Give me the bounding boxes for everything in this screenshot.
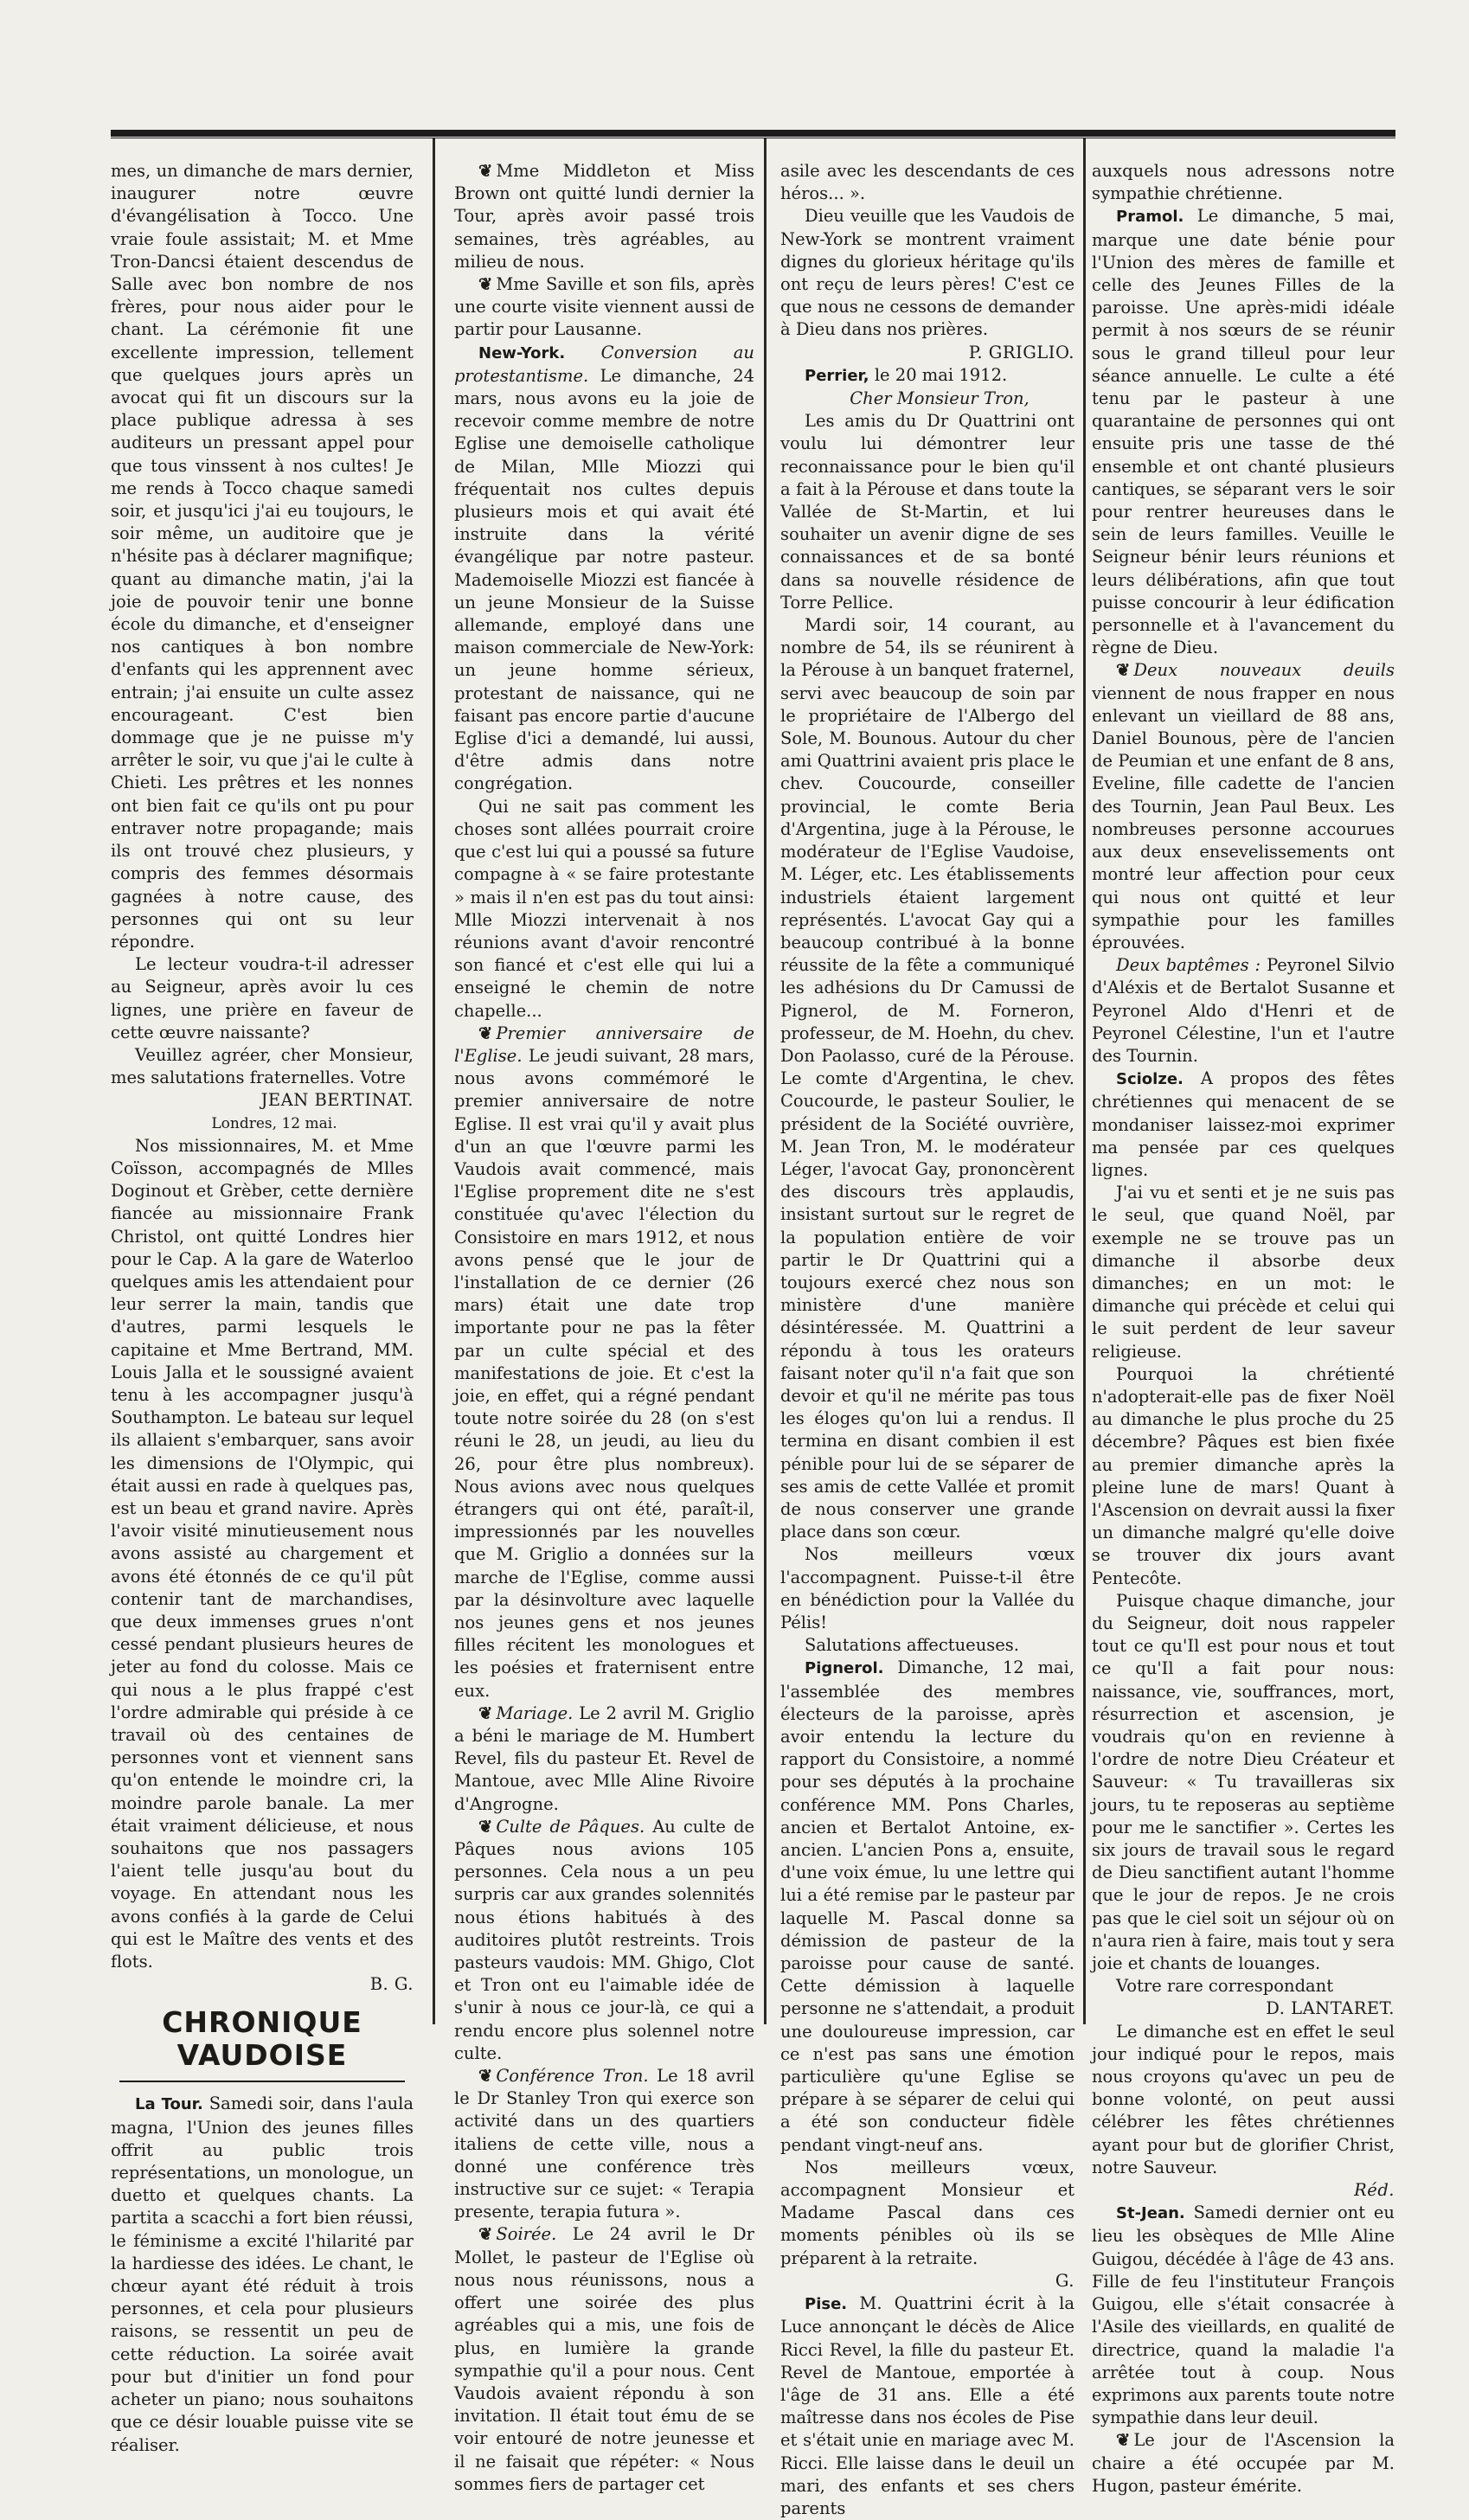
column-2 (454, 160, 755, 2494)
signature: Réd. (1354, 2180, 1395, 2201)
article-title: Culte de Pâques. (496, 1816, 645, 1837)
place-name: New-York. (478, 343, 566, 362)
signature: P. GRIGLIO. (968, 342, 1074, 362)
paragraph: Le dimanche est en effet le seul jour indiqué pour le repos, mais nous croyons qu'avec un peu de bonne volonté, on peut aussi célébrer les fêtes chrétiennes ayant pour but de glorifier Christ, notre Sauveur. (1092, 2021, 1395, 2177)
section-heading: CHRONIQUE VAUDOISE (162, 2005, 362, 2073)
place-name: Pise. (805, 2295, 848, 2314)
place-name: Pignerol. (805, 1659, 884, 1678)
signature: D. LANTARET. (1266, 1998, 1395, 2019)
place-name: Perrier, (805, 366, 869, 385)
paragraph (454, 342, 754, 796)
paragraph-text: A propos des fêtes chrétiennes qui menacent de se mondaniser laissez-moi exprimer ma pensée par ces quelques lignes. (1092, 1068, 1395, 1180)
article-title: Deux nouveaux deuils (1133, 660, 1395, 681)
section-rule (119, 2081, 405, 2082)
signature: JEAN BERTINAT. (260, 1090, 414, 1111)
paragraph-text: Au culte de Pâques nous avions 105 personnes. Cela nous a un peu surpris car aux grandes solennités nous étions habitués à des auditoires plutôt restreints. Trois pasteurs vaudois: MM. Ghigo, Clot et Tron ont eu l'aimable idée de s'unir à nous ce jour-là, ce qui a rendu encore plus solennel notre culte. (454, 1816, 755, 2063)
paragraph-text: Le 24 avril le Dr Mollet, le pasteur de l'Eglise où nous nous réunissons, nous a offert une soirée des plus agréables qui a mis, une fois de plus, en lumière la grande sympathie qu'il a pour nous. Cent Vaudois avaient répondu à son invitation. Il était tout ému de se voir entouré de notre jeunesse et il ne faisait que répéter: « Nous sommes fiers de partager cet (454, 2224, 754, 2494)
column-1 (111, 160, 414, 2455)
paragraph: Mardi soir, 14 courant, au nombre de 54, ils se réunirent à la Pérouse à un banquet fraternel, servi avec beaucoup de soin par le propriétaire de l'Albergo del Sole, M. Bounous. Autour du cher ami Quattrini avaient pris place le chev. Coucourde, conseiller provincial, le comte Beria d'Argentina, juge à la Pérouse, le modérateur de l'Eglise Vaudoise, M. Léger, etc. Les établissements industriels étaient largement représentés. L'avocat Gay qui a beaucoup contribué à la bonne réussite de la fête a communiqué les adhésions du Dr Camussi de Pignerol, de M. Forneron, professeur, de M. Hoehn, du chev. Don Paolasso, curé de la Pérouse. Le comte d'Argentina, le chev. Coucourde, le pasteur Soulier, le président de la Société ouvrière, M. Jean Tron, M. le modérateur Léger, l'avocat Gay, prononcèrent des discours très applaudis, insistant surtout sur le regret de la population entière de voir partir le Dr Quattrini qui a toujours exercé chez nous son ministère d'une manière désintéressée. M. Quattrini a répondu à tous les orateurs faisant noter qu'il n'a fait que son devoir et qu'il ne mérite pas tous les éloges qu'on lui a rendus. Il termina en disant combien il est pénible pour lui de se séparer de ses amis de cette Vallée et promit de nous conserver une grande place dans son cœur. (780, 615, 1074, 1542)
ornament-icon: ❦ (478, 2224, 493, 2245)
paragraph-text: Peyronel Silvio d'Aléxis et de Bertalot Susanne et Peyronel Aldo d'Henri et de Peyronel Célestine, l'un et l'autre des Tournin. (1092, 955, 1395, 1066)
paragraph-text: Le jeudi suivant, 28 mars, nous avons commémoré le premier anniversaire de notre Eglise. Il est vrai qu'il y avait plus d'un an que l'œuvre parmi les Vaudois avait commencé, mais l'Eglise proprement dite ne s'est constituée qu'avec l'élection du Consistoire en mars 1912, et nous avons pensé que le jour de l'installation de ce dernier (26 mars) était une date trop importante pour ne pas la fêter par un culte spécial et des manifestations de joie. Et c'est la joie, en effet, qui a régné pendant toute notre soirée du 28 (on s'est réuni le 28, un jeudi, au lieu du 26, pour être plus nombreux). Nous avions avec nous quelques étrangers qui ont été, paraît-il, impressionnés par les nouvelles que M. Griglio a données sur la marche de l'Eglise, comme aussi par la désinvolture avec laquelle nos jeunes gens et nos jeunes filles récitent les monologues et les poésies et fraternisent entre eux. (454, 1045, 754, 1701)
paragraph: mes, un dimanche de mars dernier, inaugurer notre œuvre d'évangélisation à Tocco. Une vraie foule assistait; M. et Mme Tron-Dancsi étaient descendus de Salle avec bon nombre de nos frères, pour nous aider pour le chant. La cérémonie fit une excellente impression, tellement que quelques jours après un avocat qui fit un discours sur la place publique adressa à ses auditeurs un pressant appel pour que tous vinssent à nos cultes! Je me rends à Tocco chaque samedi soir, et jusqu'ici j'ai eu toujours, le soir même, un auditoire que je n'hésite pas à déclarer magnifique; quant au dimanche matin, j'ai la joie de pouvoir tenir une bonne école du dimanche, et d'enseigner nos cantiques à bon nombre d'enfants qui les apprennent avec entrain; j'ai ensuite un culte assez encourageant. C'est bien dommage que je ne puisse m'y arrêter le soir, vu que j'ai le culte à Chieti. Les prêtres et les nonnes ont bien fait ce qu'ils ont pu pour entraver notre propagande; mais ils ont trouvé chez plusieurs, y compris des femmes désormais gagnées à notre cause, des personnes qui ont su leur répondre. (111, 161, 414, 952)
paragraph (1092, 954, 1395, 1068)
salutation: Cher Monsieur Tron, (850, 388, 1030, 409)
paragraph-text: viennent de nous frapper en nous enlevant un vieillard de 88 ans, Daniel Bounous, père de l'ancien de Peumian et une enfant de 8 ans, Eveline, fille cadette de l'ancien des Tournin, Jean Paul Beux. Les nombreuses personne accourues aux deux ensevelissements ont montré leur affection pour ceux qui nous ont quitté et leur sympathie pour les familles éprouvées. (1092, 683, 1395, 952)
paragraph: Nos meilleurs vœux l'accompagnent. Puisse-t-il être en bénédiction pour la Vallée du Pélis! (780, 1544, 1074, 1632)
dateline: Londres, 12 mai. (211, 1114, 337, 1132)
paragraph: Veuillez agréer, cher Monsieur, mes salutations fraternelles. Votre (111, 1044, 414, 1088)
paragraph (1092, 2202, 1395, 2429)
ornament-icon: ❦ (478, 1702, 493, 1723)
paragraph-text: Le 18 avril le Dr Stanley Tron qui exerce son activité dans un des quartiers italiens de cette ville, nous a donné une conférence très instructive sur ce sujet: « Terapia presente, terapia futura ». (454, 2066, 755, 2222)
ornament-icon: ❦ (1116, 660, 1131, 681)
signature: B. G. (369, 1974, 414, 1995)
paragraph-text: Dimanche, 12 mai, l'assemblée des membres électeurs de la paroisse, après avoir entendu la lecture du rapport du Consistoire, a nommé pour ses députés à la prochaine conférence MM. Pons Charles, ancien et Bertalot Antoine, ex-ancien. L'ancien Pons a, ensuite, d'une voix émue, lu une lettre qui lui a été remise par le pasteur par laquelle M. Pascal donne sa démission de pasteur de la paroisse pour cause de santé. Cette démission à laquelle personne ne s'attendait, a produit une douloureuse impression, car ce n'est pas sans une émotion particulière qu'une Eglise se prépare à se séparer de celui qui a été son conducteur fidèle pendant vingt-neuf ans. (780, 1658, 1074, 2155)
paragraph: Le lecteur voudra-t-il adresser au Seigneur, après avoir lu ces lignes, une prière en faveur de cette œuvre naissante? (111, 954, 414, 1042)
article-title: Conférence Tron. (496, 2066, 649, 2087)
paragraph-text: Le dimanche, 5 mai, marque une date bénie pour l'Union des mères de famille et celle des Jeunes Filles de la paroisse. Une après-midi idéale permit à nos sœurs de se réunir sous le grand tilleul pour leur séance annuelle. Le culte a été tenu par le pasteur à une quarantaine de personnes qui ont ensuite pris une tasse de thé ensemble et ont chanté plusieurs cantiques, se séparant vers le soir pour rentrer heureuses dans le sein de leurs familles. Veuille le Seigneur bénir leurs réunions et leurs délibérations, afin que tout puisse concourir à leur édification personnelle et à l'avancement du règne de Dieu. (1092, 206, 1395, 658)
paragraph (454, 2223, 754, 2495)
paragraph (111, 2093, 414, 2456)
top-rule (111, 130, 1395, 137)
ornament-icon: ❦ (478, 1023, 493, 1043)
ornament-icon: ❦ (478, 2066, 493, 2087)
paragraph (1092, 2429, 1395, 2498)
paragraph (780, 1657, 1074, 2156)
paragraph-text: Le 2 avril M. Griglio a béni le mariage de M. Humbert Revel, fils du pasteur Et. Revel de Mantoue, avec Mlle Aline Rivoire d'Angrogne. (454, 1702, 755, 1814)
paragraph (1092, 1068, 1395, 1182)
article-title: Premier anniversaire de l'Eglise. (454, 1023, 754, 1066)
paragraph: Nos meilleurs vœux, accompagnent Monsieur et Madame Pascal dans ces moments pénibles où ils se préparent à la retraite. (780, 2157, 1074, 2268)
dateline: le 20 mai 1912. (874, 364, 1008, 385)
article-title: Mariage. (496, 1702, 574, 1723)
place-name: Sciolze. (1116, 1070, 1184, 1089)
paragraph-text: Mme Middleton et Miss Brown ont quitté lundi dernier la Tour, après avoir passé trois semaines, très agréables, au milieu de nous. (454, 161, 754, 272)
paragraph (454, 160, 754, 273)
paragraph-text: M. Quattrini écrit à la Luce annonçant le décès de Alice Ricci Revel, la fille du pasteur Et. Revel de Mantoue, emportée à l'âge de 31 ans. Elle a été maîtresse dans nos écoles de Pise et s'était unie en mariage avec M. Ricci. Elle laisse dans le deuil un mari, des enfants et ses chers parents (780, 2293, 1074, 2518)
paragraph-text: Samedi soir, dans l'aula magna, l'Union des jeunes filles offrit au public trois représentations, un monologue, un duetto et quelques chants. La partita a scacchi a fort bien réussi, le féminisme a excité l'hilarité par la hardiesse des idées. Le chant, le chœur ayant été réduit à trois personnes, et cela pour plusieurs raisons, se ressentit un peu de cette réduction. La soirée avait pour but d'initier un fond pour acheter un piano; nous souhaitons que ce désir louable puisse vite se réaliser. (111, 2094, 414, 2455)
paragraph-text: Mme Saville et son fils, après une courte visite viennent aussi de partir pour Lausanne. (454, 274, 754, 340)
article-title: Deux baptêmes : (1116, 955, 1261, 976)
paragraph: auxquels nous adressons notre sympathie chrétienne. (1092, 161, 1395, 204)
paragraph: Votre rare correspondant (1116, 1976, 1334, 1997)
paragraph (454, 1023, 754, 1702)
column-divider (433, 138, 435, 2024)
place-name: La Tour. (135, 2095, 203, 2114)
paragraph (454, 1816, 754, 2065)
paragraph-text: Le jour de l'Ascension la chaire a été occupée par M. Hugon, pasteur émérite. (1092, 2430, 1395, 2496)
place-name: St-Jean. (1116, 2204, 1185, 2223)
paragraph: Puisque chaque dimanche, jour du Seigneur, doit nous rappeler tout ce qu'Il est pour nous et tout ce qu'Il a fait pour nous: naissance, vie, souffrances, mort, résurrection et ascension, je voudrais qu'on en revienne à l'ordre de notre Dieu Créateur et Sauveur: « Tu travailleras six jours, tu te reposeras au septième pour me le sanctifier ». Certes les six jours de travail sous le regard de Dieu sanctifient autant l'homme que le jour de repos. Je ne crois pas que le ciel soit un séjour où on n'aura rien à faire, mais tout y sera joie et chants de louanges. (1092, 1590, 1395, 1974)
paragraph (780, 2292, 1074, 2520)
column-3 (780, 160, 1074, 2518)
place-name: Pramol. (1116, 208, 1184, 227)
ornament-icon: ❦ (1116, 2430, 1131, 2451)
paragraph (1092, 659, 1395, 954)
paragraph-text: Samedi dernier ont eu lieu les obsèques de Mlle Aline Guigou, décédée à l'âge de 43 ans. Fille de feu l'instituteur François Guigou, elle s'était consacrée à l'Asile des vieillards, en qualité de directrice, quand la maladie l'a arrêtée tout à coup. Nous exprimons aux parents toute notre sympathie dans leur deuil. (1092, 2203, 1395, 2428)
paragraph: Dieu veuille que les Vaudois de New-York se montrent vraiment dignes du glorieux héritage qu'ils ont reçu de leurs pères! C'est ce que nous ne cessons de demander à Dieu dans nos prières. (780, 206, 1074, 340)
ornament-icon: ❦ (478, 1816, 493, 1837)
paragraph (780, 364, 1074, 388)
paragraph: Salutations affectueuses. (805, 1635, 1020, 1656)
paragraph: Pourquoi la chrétienté n'adopterait-elle pas de fixer Noël au dimanche le plus proche du 25 décembre? Pâques est bien fixée au premier dimanche après la pleine lune de mars! Quant à l'Ascension on devrait aussi la fixer un dimanche malgré qu'elle doive se trouver dix jours avant Pentecôte. (1092, 1363, 1395, 1588)
paragraph (454, 2065, 754, 2223)
paragraph: asile avec les descendants de ces héros... ». (780, 161, 1074, 204)
column-divider (764, 138, 767, 2024)
paragraph (454, 1702, 754, 1816)
ornament-icon: ❦ (478, 161, 493, 181)
paragraph (1092, 205, 1395, 659)
column-4 (1092, 160, 1395, 2496)
paragraph: Nos missionnaires, M. et Mme Coïsson, accompagnés de Mlles Doginout et Grèber, cette dernière fiancée au missionnaire Frank Christol, ont quitté Londres hier pour le Cap. A la gare de Waterloo quelques amis les attendaient pour leur serrer la main, tandis que d'autres, parmi lesquels le capitaine et Mme Bertrand, MM. Louis Jalla et le soussigné avaient tenu à les accompagner jusqu'à Southampton. Le bateau sur lequel ils allaient s'embarquer, sans avoir les dimensions de l'Olympic, qui était aussi en rade à quelques pas, est un beau et grand navire. Après l'avoir visité minutieusement nous avons assisté au chargement et avons été étonnés de ce qu'il pût contenir tant de marchandises, que deux immenses grues n'ont cessé pendant plusieurs heures de jeter au fond du colosse. Mais ce qui nous a le plus frappé c'est l'ordre admirable qui préside à ce travail où des centaines de personnes vont et viennent sans qu'on entende le moindre cri, la moindre parole banale. La mer était vraiment délicieuse, et nous souhaitons que nos passagers l'aient telle jusqu'au bout du voyage. En attendant nous les avons confiés à la garde de Celui qui est le Maître des vents et des flots. (111, 1135, 414, 1972)
paragraph: Qui ne sait pas comment les choses sont allées pourrait croire que c'est lui qui a poussé sa future compagne à « se faire protestante » mais il n'en est pas du tout ainsi: Mlle Miozzi intervenait à nos réunions avant d'avoir rencontré son fiancé et c'est elle qui lui a enseigné le chemin de notre chapelle... (454, 796, 754, 1021)
paragraph (454, 273, 754, 342)
article-title: Conversion au protestantisme. (454, 342, 754, 386)
paragraph: J'ai vu et senti et je ne suis pas le seul, que quand Noël, par exemple ne se trouve pas un dimanche il absorbe deux dimanches; en un mot: le dimanche qui précède et celui qui le suit perdent de leur saveur religieuse. (1092, 1183, 1395, 1362)
ornament-icon: ❦ (478, 274, 493, 295)
article-title: Soirée. (496, 2224, 557, 2245)
paragraph-text: Le dimanche, 24 mars, nous avons eu la joie de recevoir comme membre de notre Eglise une demoiselle catholique de Milan, Mlle Miozzi qui fréquentait nos cultes depuis plusieurs mois et qui avait été instruite dans la vérité évangélique par notre pasteur. Mademoiselle Miozzi est fiancée à un jeune Monsieur de la Suisse allemande, employé dans une maison commerciale de New-York: un jeune homme sérieux, protestant de naissance, qui ne faisant pas encore partie d'aucune Eglise d'ici a demandé, lui aussi, d'être admis dans notre congrégation. (454, 365, 755, 794)
signature: G. (1055, 2270, 1074, 2291)
column-divider (1083, 138, 1086, 2024)
paragraph: Les amis du Dr Quattrini ont voulu lui démontrer leur reconnaissance pour le bien qu'il a fait à la Pérouse et dans toute la Vallée de St-Martin, et lui souhaiter un avenir digne de ses connaissances et de sa bonté dans sa nouvelle résidence de Torre Pellice. (780, 411, 1074, 612)
